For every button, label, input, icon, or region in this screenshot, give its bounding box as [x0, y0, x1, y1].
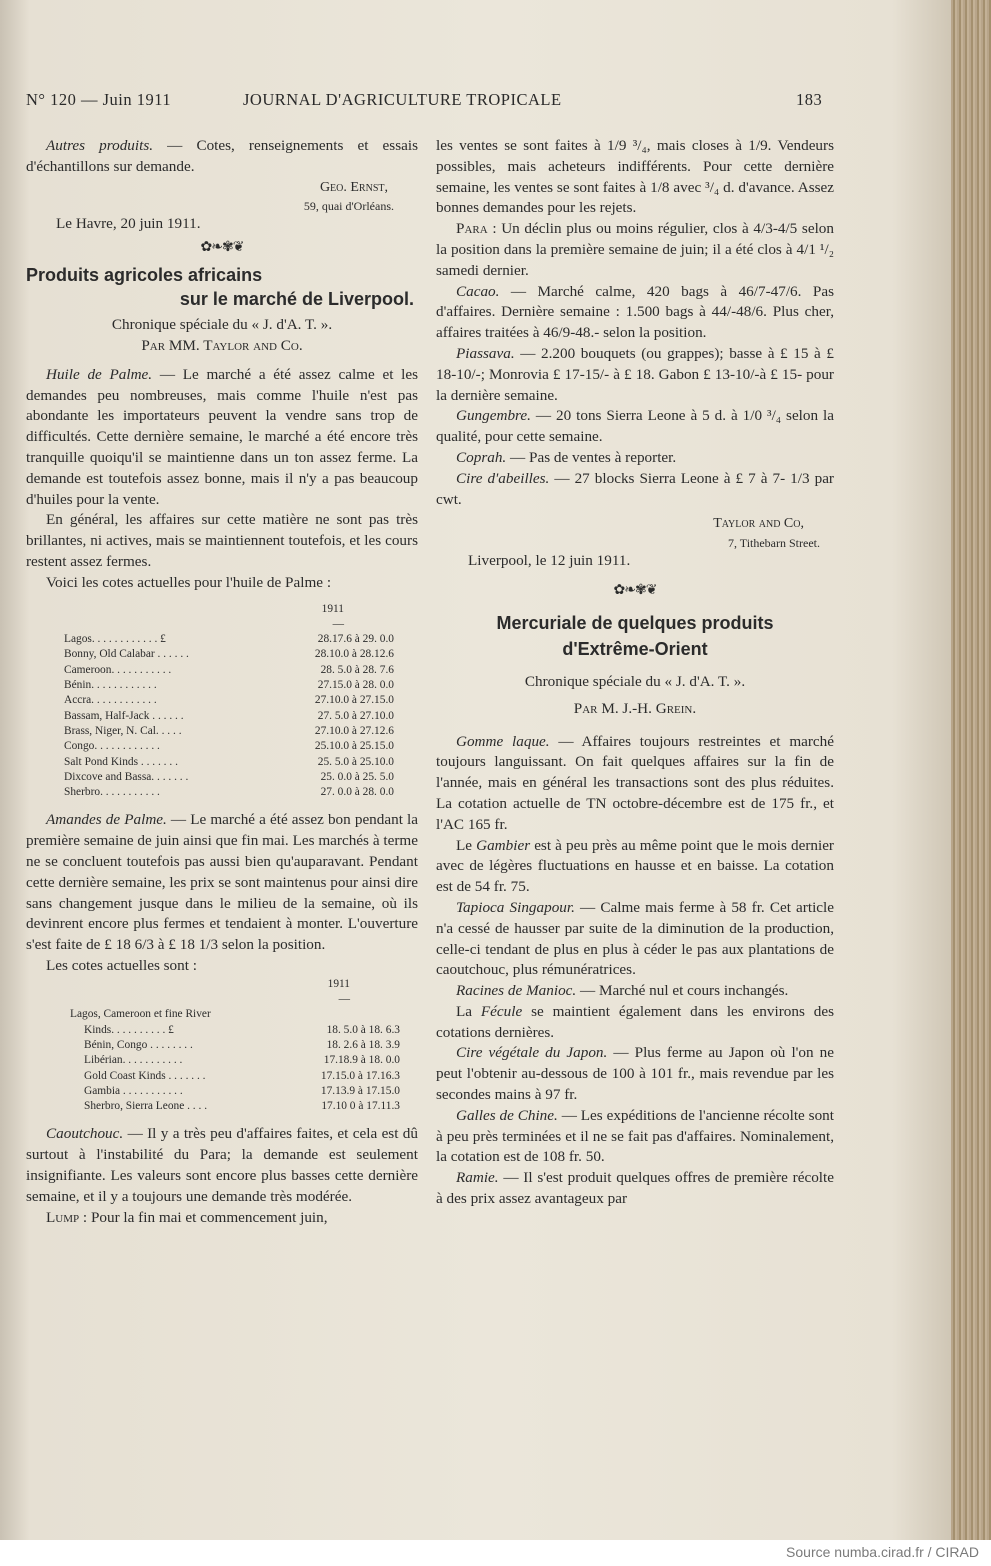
paragraph-gungembre [436, 406, 834, 448]
table-cell-name: Accra. . . . . . . . . . . . [64, 694, 157, 707]
address-taylor: 7, Tithebarn Street. [728, 536, 820, 551]
table-row [64, 770, 394, 785]
table-cell-name: Brass, Niger, N. Cal. . . . . [64, 724, 182, 737]
page-number: 183 [796, 90, 823, 109]
label-cire-vegetale: Cire végétale du Japon. [456, 1044, 608, 1062]
table-row [84, 1069, 400, 1084]
article-title-line1: Produits agricoles africains [26, 265, 263, 286]
table-cell-name: Kinds. . . . . . . . . . £ [84, 1023, 174, 1036]
text-autres: — Cotes, renseignements et essais d'échantillons sur demande. [26, 137, 418, 175]
label-gungembre: Gungembre. [456, 407, 531, 425]
text-fecule: se maintient également dans les environs des cotations dernières. [436, 1002, 834, 1041]
label-lump: Lump [46, 1208, 80, 1226]
table-row [64, 647, 394, 662]
table-cell-name: Dixcove and Bassa. . . . . . . [64, 770, 189, 783]
table-cell-value: 18. 2.6 à 18. 3.9 [326, 1038, 400, 1051]
text-gambier-pre: Le [456, 836, 477, 854]
text-caoutchouc: — Il y a très peu d'affaires faites, et cela est dû surtout à l'instabilité du Para; la demande est seulement insignifiante. Les valeurs sont encore plus basses cette dernière semaine, et il y a toujours une demande très modérée. [26, 1125, 418, 1205]
table-cell-name: Sherbro, Sierra Leone . . . . [84, 1100, 208, 1113]
place-date-havre: Le Havre, 20 juin 1911. [56, 215, 201, 233]
table-row [64, 632, 394, 647]
table-year-dash: — [332, 617, 344, 630]
paragraph-galles [436, 1106, 834, 1168]
text-amandes: — Le marché a été assez bon pendant la première semaine de juin ainsi que fin mai. Les marchés à terme ne se concluent toutefois pas aussi bien qu'auparavant. Pendant cette dernière semaine, les prix se sont maintenus pour ainsi dire sans changement jusque dans le milieu de la semaine, où ils devinrent encore plus fermes et tendaient à monter. L'ouverture s'est faite de £ 18 6/3 à £ 18 1/3 selon la position. [26, 811, 418, 954]
table-cell-name: Bénin, Congo . . . . . . . . [84, 1038, 193, 1051]
text-lump: : Pour la fin mai et commencement juin, [79, 1208, 328, 1226]
paragraph-continuation: les ventes se sont faites à 1/9 ³/₄, mais closes à 1/9. Vendeurs possibles, mais acheteurs indifférents. Pour cette dernière semaine, les ventes se sont faites à 1/8 avec ³/₄ d. d'avance. Assez bonnes demandes pour les rejets. [436, 137, 834, 217]
text-huile: — Le marché a été assez calme et les demandes peu nombreuses, mais comme l'huile n'est pas abondante les importateurs peuvent la vendre sans trop de difficultés. Cette dernière semaine, le marché a été encore très tranquille quoiqu'il se maintienne dans un ton assez ferme. La demande est toutefois assez bonne, mais il n'y a pas beaucoup d'huiles pour la vente. [26, 365, 418, 508]
table-cell-value: 17.15.0 à 17.16.3 [320, 1069, 400, 1082]
paragraph-piassava [436, 344, 834, 406]
table-row [64, 709, 394, 724]
label-cire: Cire d'abeilles. [456, 469, 550, 487]
table-cell-name: Sherbro. . . . . . . . . . . [64, 786, 160, 799]
label-ramie: Ramie. [456, 1169, 499, 1187]
article-title-line2: sur le marché de Liverpool. [179, 289, 414, 310]
text-cire-vegetale: — Plus ferme au Japon où l'on ne peut l'obtenir au-dessous de 100 à 101 fr., mais revendue par les secondes mains à 97 fr. [436, 1044, 834, 1104]
paragraph-gomme [436, 732, 834, 836]
label-galles: Galles de Chine. [456, 1106, 558, 1124]
table-cell-value: 18. 5.0 à 18. 6.3 [326, 1023, 400, 1036]
text-gungembre: — 20 tons Sierra Leone à 5 d. à 1/0 ³/₄ selon la qualité, pour cette semaine. [436, 407, 834, 446]
ornament-divider: ✿❧✾❦ [613, 582, 657, 598]
table-row [84, 1038, 400, 1053]
table-rows [70, 1023, 400, 1115]
table-rows [64, 632, 394, 800]
table-cell-name: Gambia . . . . . . . . . . . [84, 1084, 183, 1097]
paragraph-cotes: Les cotes actuelles sont : [46, 956, 197, 974]
table-cell-value: 27. 5.0 à 27.10.0 [317, 709, 394, 722]
paragraph-autres [26, 136, 418, 178]
label-autres: Autres produits. [46, 137, 154, 154]
label-gomme: Gomme laque. [456, 732, 550, 750]
paragraph-para [436, 219, 834, 281]
text-ramie: — Il s'est produit quelques offres de première récolte à des prix assez avantageux par [436, 1169, 834, 1208]
table-huile-palme [64, 602, 394, 801]
text-para: : Un déclin plus ou moins régulier, clos à 4/3-4/5 selon la position dans la première semaine de juin; il a été clos à 4/1 ¹/₂ samedi dernier. [436, 220, 834, 279]
issue-number: N° 120 — Juin 1911 [26, 90, 172, 109]
paragraph-ramie [436, 1168, 834, 1210]
paragraph-fecule [436, 1002, 834, 1044]
text-coprah: — Pas de ventes à reporter. [506, 448, 677, 466]
left-column [26, 136, 418, 1228]
table-row [64, 755, 394, 770]
paragraph-tapioca [436, 898, 834, 981]
paragraph-caoutchouc [26, 1124, 418, 1207]
chronique-line: Chronique spéciale du « J. d'A. T. ». [524, 672, 746, 690]
paragraph-gambier [436, 836, 834, 898]
ornament-divider: ✿❧✾❦ [200, 240, 244, 256]
table-cell-name: Cameroon. . . . . . . . . . . [64, 663, 172, 676]
table-cell-value: 27. 0.0 à 28. 0.0 [320, 786, 394, 799]
article-title-line2: d'Extrême-Orient [562, 638, 708, 659]
table-cell-name: Congo. . . . . . . . . . . . [64, 740, 160, 753]
paragraph-coprah [436, 448, 834, 469]
table-cell-name: Salt Pond Kinds . . . . . . . [64, 755, 178, 768]
table-cell-name: Bénin. . . . . . . . . . . . [64, 679, 157, 692]
text-fecule-pre: La [456, 1002, 481, 1020]
label-caoutchouc: Caoutchouc. [46, 1125, 124, 1143]
text-piassava: — 2.200 bouquets (ou grappes); basse à £ 15 à £ 18-10/-; Monrovia £ 17-15/- à £ 18. Gabon £ 13-10/-à £ 15- pour la dernière semaine. [436, 344, 834, 404]
authors-line: Par M. J.-H. Grein. [573, 699, 697, 717]
paragraph-lump [26, 1208, 418, 1229]
table-row [84, 1084, 400, 1099]
journal-title: JOURNAL D'AGRICULTURE TROPICALE [243, 90, 562, 109]
table-row [64, 724, 394, 739]
table-cell-name: Lagos. . . . . . . . . . . . £ [64, 633, 166, 646]
text-tapioca: — Calme mais ferme à 58 fr. Cet article n'a cessé de hausser par suite de la diminution de la production, celle-ci tendant de plus en plus à céder le pas aux plantations de caoutchouc, plus rémunératrices. [436, 898, 834, 979]
label-cacao: Cacao. [456, 282, 500, 300]
table-year: 1911 [327, 977, 350, 990]
table-cell-value: 28. 5.0 à 28. 7.6 [320, 663, 394, 676]
authors-line: Par MM. Taylor and Co. [141, 336, 303, 354]
table-row [64, 739, 394, 754]
table-row [64, 663, 394, 678]
table-year-dash: — [338, 993, 350, 1006]
table-cell-value: 28.17.6 à 29. 0.0 [317, 633, 394, 646]
table-row [84, 1099, 400, 1114]
signature-ernst: Geo. Ernst, [319, 179, 388, 195]
paragraph-cire-vegetale [436, 1043, 834, 1105]
table-row [64, 678, 394, 693]
table-cell-value: 27.10.0 à 27.12.6 [314, 724, 394, 737]
label-fecule: Fécule [480, 1002, 523, 1020]
label-huile: Huile de Palme. [46, 365, 153, 383]
chronique-line: Chronique spéciale du « J. d'A. T. ». [111, 316, 333, 334]
source-credit: Source numba.cirad.fr / CIRAD [786, 1544, 979, 1560]
label-tapioca: Tapioca Singapour. [456, 898, 575, 916]
table-cell-value: 27.15.0 à 28. 0.0 [317, 679, 394, 692]
table-cell-value: 17.10 0 à 17.11.3 [321, 1100, 400, 1113]
table-cell-value: 27.10.0 à 27.15.0 [314, 694, 394, 707]
label-amandes: Amandes de Palme. [46, 811, 167, 829]
table-amandes [70, 977, 400, 1115]
table-cell-value: 25. 0.0 à 25. 5.0 [320, 770, 394, 783]
text-gomme: — Affaires toujours restreintes et marché toujours languissant. On fait quelques affaires sur la fin de l'année, mais en général les transactions sont des plus réduites. La cotation actuelle de TN octobre-décembre est de 175 fr., et l'AC 165 fr. [436, 732, 835, 833]
table-cell-value: 28.10.0 à 28.12.6 [314, 648, 394, 661]
book-spine [951, 0, 991, 1540]
paragraph-voici: Voici les cotes actuelles pour l'huile de Palme : [46, 573, 332, 591]
table-row [64, 785, 394, 800]
table-cell-name: Gold Coast Kinds . . . . . . . [84, 1069, 206, 1082]
address-ernst: 59, quai d'Orléans. [303, 199, 394, 214]
text-racines: — Marché nul et cours inchangés. [576, 982, 789, 1000]
table-row [84, 1023, 400, 1038]
text-gambier: est à peu près au même point que le mois dernier avec de légères fluctuations en hausse et en baisse. La cotation est de 54 fr. 75. [436, 836, 834, 896]
table-first-row: Lagos, Cameroon et fine River [70, 1008, 211, 1021]
label-coprah: Coprah. [456, 448, 507, 466]
paragraph-cire [436, 469, 834, 511]
label-para: Para [456, 220, 488, 238]
table-cell-name: Bonny, Old Calabar . . . . . . [64, 648, 189, 661]
table-cell-name: Bassam, Half-Jack . . . . . . [64, 709, 184, 722]
text-galles: — Les expéditions de l'ancienne récolte sont à peu près terminées et il ne se fait pas d'affaires. Nominalement, la cotation est de 108 fr. 50. [436, 1106, 834, 1166]
table-cell-value: 17.13.9 à 17.15.0 [320, 1084, 400, 1097]
label-piassava: Piassava. [456, 344, 515, 362]
text-cacao: — Marché calme, 420 bags à 46/7-47/6. Pas d'affaires. Dernière semaine : 1.500 bags à 44/-48/6. Plus cher, affaires traitées à 46/9-48.- selon la position. [436, 282, 834, 342]
table-row [64, 693, 394, 708]
place-date-liverpool: Liverpool, le 12 juin 1911. [468, 552, 631, 570]
paragraph-general: En général, les affaires sur cette matière ne sont pas très brillantes, ni actives, mais se maintiennent toutefois, et les cours restent assez fermes. [26, 511, 418, 570]
table-cell-value: 25. 5.0 à 25.10.0 [317, 755, 394, 768]
table-year: 1911 [321, 602, 344, 615]
table-cell-name: Libérian. . . . . . . . . . . [84, 1054, 183, 1067]
table-cell-value: 17.18.9 à 18. 0.0 [323, 1054, 400, 1067]
label-racines: Racines de Manioc. [456, 982, 577, 1000]
table-cell-value: 25.10.0 à 25.15.0 [314, 740, 394, 753]
text-cire: — 27 blocks Sierra Leone à £ 7 à 7- 1/3 par cwt. [436, 469, 834, 508]
signature-taylor: Taylor and Co, [713, 516, 804, 532]
paragraph-racines [436, 981, 834, 1002]
paragraph-cacao [436, 282, 834, 344]
paragraph-huile [26, 365, 418, 511]
paragraph-amandes [26, 810, 418, 956]
table-row [84, 1053, 400, 1068]
right-column [436, 136, 834, 1210]
label-gambier: Gambier [476, 836, 531, 854]
article-title-line1: Mercuriale de quelques produits [496, 612, 774, 633]
